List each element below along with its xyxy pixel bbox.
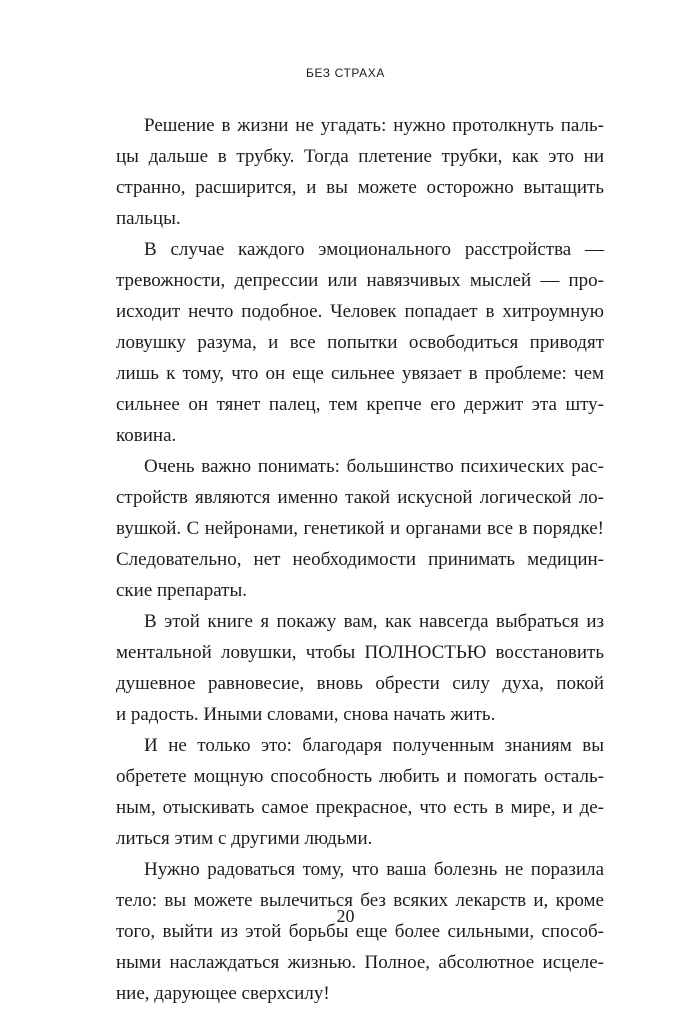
text-line: цы дальше в трубку. Тогда плетение трубки, как это ни — [116, 146, 604, 167]
page-number: 20 — [336, 906, 355, 926]
text-line: стройств являются именно такой искусной логической ло- — [116, 487, 604, 508]
text-line: вушкой. С нейронами, генетикой и органами все в порядке! — [116, 518, 604, 539]
text-line: Решение в жизни не угадать: нужно протолкнуть паль- — [144, 115, 604, 136]
body-text — [116, 110, 604, 1009]
text-line: литься этим с другими людьми. — [116, 828, 373, 849]
text-line: пальцы. — [116, 208, 181, 229]
text-line: ковина. — [116, 425, 177, 446]
text-line: ными наслаждаться жизнью. Полное, абсолютное исцеле- — [116, 952, 604, 973]
text-line: ние, дарующее сверхсилу! — [116, 983, 330, 1004]
text-line: ские препараты. — [116, 580, 247, 601]
text-line: В случае каждого эмоционального расстройства — — [144, 239, 604, 260]
text-line: ментальной ловушки, чтобы ПОЛНОСТЬЮ восстановить — [116, 642, 604, 663]
text-line: Очень важно понимать: большинство психических рас- — [144, 456, 604, 477]
text-line: сильнее он тянет палец, тем крепче его держит эта шту- — [116, 394, 604, 415]
text-line: странно, расширится, и вы можете осторожно вытащить — [116, 177, 604, 198]
text-line: Следовательно, нет необходимости принимать медицин- — [116, 549, 604, 570]
text-line: исходит нечто подобное. Человек попадает в хитроумную — [116, 301, 604, 322]
text-line: и радость. Иными словами, снова начать жить. — [116, 704, 496, 725]
text-line: В этой книге я покажу вам, как навсегда выбраться из — [144, 611, 604, 632]
text-line: ловушку разума, и все попытки освободиться приводят — [116, 332, 604, 353]
running-head: БЕЗ СТРАХА — [305, 66, 385, 80]
text-line: Нужно радоваться тому, что ваша болезнь не поразила — [144, 859, 604, 880]
text-line: душевное равновесие, вновь обрести силу духа, покой — [116, 673, 604, 694]
text-line: тревожности, депрессии или навязчивых мыслей — про- — [116, 270, 604, 291]
text-line: обретете мощную способность любить и помогать осталь- — [116, 766, 604, 787]
text-line: ным, отыскивать самое прекрасное, что есть в мире, и де- — [116, 797, 604, 818]
text-line: того, выйти из этой борьбы еще более сильными, способ- — [116, 921, 604, 942]
text-line: тело: вы можете вылечиться без всяких лекарств и, кроме — [116, 890, 604, 911]
text-line: И не только это: благодаря полученным знаниям вы — [144, 735, 604, 756]
text-line: лишь к тому, что он еще сильнее увязает в проблеме: чем — [116, 363, 604, 384]
